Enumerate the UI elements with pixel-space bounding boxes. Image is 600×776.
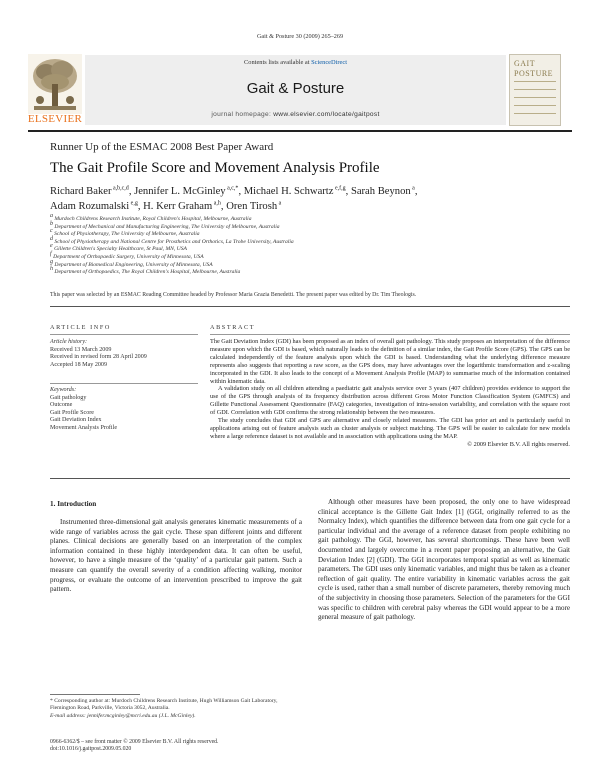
article-info-heading: ARTICLE INFO bbox=[50, 324, 111, 331]
cover-rule bbox=[514, 89, 556, 90]
author-affiliation-marker: a bbox=[277, 200, 282, 207]
doi-line[interactable]: doi:10.1016/j.gaitpost.2009.05.020 bbox=[50, 746, 132, 753]
affiliation-marker: e bbox=[50, 243, 53, 250]
affiliation-marker: a bbox=[50, 213, 53, 220]
elsevier-tree-logo bbox=[28, 54, 82, 114]
author-name: , Michael H. Schwartz bbox=[238, 186, 334, 197]
author-name: , bbox=[414, 186, 418, 197]
affiliation-marker: f bbox=[50, 251, 52, 258]
footnote-rule bbox=[50, 694, 140, 695]
abstract-heading: ABSTRACT bbox=[210, 324, 256, 331]
affiliation-text: Department of Orthopaedics, The Royal Children's Hospital, Melbourne, Australia bbox=[53, 269, 241, 276]
history-accepted: Accepted 18 May 2009 bbox=[50, 361, 108, 368]
author-affiliation-marker: a,c,* bbox=[225, 185, 239, 192]
introduction-heading: 1. Introduction bbox=[50, 500, 97, 508]
article-title: The Gait Profile Score and Movement Analysis Profile bbox=[50, 160, 380, 176]
keyword: Gait pathology bbox=[50, 394, 87, 401]
header-rule bbox=[28, 130, 572, 132]
keyword: Gait Profile Score bbox=[50, 409, 94, 416]
author-affiliation-marker: a bbox=[410, 185, 415, 192]
cover-title-posture: POSTURE bbox=[514, 69, 554, 78]
author-name: Adam Rozumalski bbox=[50, 201, 130, 212]
elsevier-wordmark: ELSEVIER bbox=[27, 113, 83, 125]
body-paragraph: Although other measures have been proposed, the only one to have widespread clinical acceptance is the Gillette Gait Index [1] (GGI, originally referred to as the Normalcy Index), which quantifies the difference between data from one gait cycle for a particular individual and the average of a reference dataset from people exhibiting no gait pathology. The GGI, however, has several shortcomings. These have been well documented and largely overcome in a recent paper proposing an alternative, the Gait Deviation Index [2] (GDI). The GGI incorporates temporal spatial as well as kinematic parameters. The GDI uses only kinematic variables, and might thus be taken as a cleaner reflection of gait quality. The entire variability in kinematic variables across the gait cycle is used, rather than a small number of discrete parameters, thereby removing much of the subjectivity in choosing those parameters. Selection of the parameters for the GGI was specific to children with cerebral palsy whereas the GDI would appear to be a more general measure of gait pathology. bbox=[318, 498, 570, 622]
affiliation-text: Murdoch Childrens Research Institute, Royal Children's Hospital, Melbourne, Australia bbox=[53, 216, 252, 222]
issn-line: 0966-6362/$ – see front matter © 2009 Elsevier B.V. All rights reserved. bbox=[50, 739, 219, 745]
abstract-paragraph: The study concludes that GDI and GPS are alternative and closely related measures. The GDI has prior art and is particularly useful in applications arising out of feature analysis such as cluster analysis or subject matching. The GPS will be easier to calculate for new models where a large reference dataset is not available and in association with applications using the MAP. bbox=[210, 417, 570, 440]
cover-rule bbox=[514, 105, 556, 106]
cover-rule bbox=[514, 81, 556, 82]
author-name: , Oren Tirosh bbox=[220, 201, 278, 212]
author-affiliation-marker: a,b,c,d bbox=[111, 185, 129, 192]
abstract-body bbox=[210, 338, 570, 449]
author-list-line-1 bbox=[50, 184, 570, 199]
journal-homepage bbox=[85, 111, 506, 118]
affiliation-marker: g bbox=[50, 258, 53, 265]
journal-citation: Gait & Posture 30 (2009) 265–269 bbox=[256, 33, 344, 40]
abstract-rule bbox=[210, 334, 570, 335]
affiliation-text: School of Physiotherapy and National Centre for Prosthetics and Orthotics, La Trobe University, Australia bbox=[53, 238, 294, 245]
affiliations-list bbox=[50, 213, 570, 277]
history-label: Article history: bbox=[50, 339, 88, 345]
body-column-right bbox=[318, 498, 570, 623]
author-affiliation-marker: e,f,g bbox=[333, 185, 346, 192]
affiliation-text: Department of Mechanical and Manufacturing Engineering, The University of Melbourne, Australia bbox=[53, 223, 280, 230]
affiliation-marker: c bbox=[50, 228, 53, 235]
issn-doi-block bbox=[50, 739, 219, 754]
affiliation-item bbox=[50, 243, 570, 254]
keywords-label: Keywords: bbox=[50, 387, 77, 393]
affiliation-item bbox=[50, 251, 570, 262]
article-history bbox=[50, 339, 198, 369]
affiliation-item bbox=[50, 228, 570, 239]
section-rule bbox=[50, 306, 570, 307]
affiliation-text: School of Physiotherapy, The University of Melbourne, Australia bbox=[52, 231, 200, 238]
article-info-rule bbox=[50, 383, 198, 384]
history-received: Received 13 March 2009 bbox=[50, 346, 112, 353]
author-affiliation-marker: a,h bbox=[212, 200, 221, 207]
copyright-line: © 2009 Elsevier B.V. All rights reserved. bbox=[467, 440, 570, 448]
footnote bbox=[50, 698, 302, 720]
author-list-line-2 bbox=[50, 199, 570, 214]
affiliation-text: Gillette Children's Specialty Healthcare, St Paul, MN, USA bbox=[52, 246, 187, 253]
keyword: Outcome bbox=[50, 402, 73, 409]
author-name: , H. Kerr Graham bbox=[137, 201, 213, 212]
keyword: Movement Analysis Profile bbox=[50, 424, 118, 431]
keywords bbox=[50, 387, 198, 433]
sciencedirect-link[interactable]: ScienceDirect bbox=[311, 59, 347, 66]
affiliation-item bbox=[50, 266, 570, 277]
cover-rule bbox=[514, 113, 556, 114]
homepage-prefix: journal homepage: bbox=[211, 111, 274, 118]
author-affiliation-marker: e,g bbox=[129, 200, 138, 207]
cover-title-gait: GAIT bbox=[514, 59, 536, 68]
body-column-left bbox=[50, 518, 302, 595]
affiliation-marker: b bbox=[50, 220, 53, 227]
affiliation-item bbox=[50, 213, 570, 224]
email-label: E-mail address: bbox=[50, 712, 88, 719]
abstract-paragraph: The Gait Deviation Index (GDI) has been proposed as an index of overall gait pathology. This study proposes an interpretation of the difference measure upon which the GDI is based, which naturally leads to the definition of a similar index, the Gait Profile Score (GPS). The GPS can be calculated independently of the feature analysis upon which the GDI is based. Understanding what the underlying difference measure represents also suggests that reporting a raw score, as the GPS does, may have advantages over the logarithmic transformation and z-scaling incorporated in the GDI. It also leads to the concept of a Movement Analysis Profile (MAP) to summarise much of the information contained within kinematic data. bbox=[210, 338, 570, 385]
body-paragraph: Instrumented three-dimensional gait analysis generates kinematic measurements of a wide range of variables across the gait cycle. These span different joints and different planes. Clinical decisions are generally based on an interpretation of the complex information contained in these highly interdependent data. It can often be useful, however, to have a single measure of the ‘quality’ of a particular gait pattern. Such a measure can quantify the overall severity of a condition affecting walking, monitor progress, or evaluate the outcome of an intervention prescribed to improve the gait pattern. bbox=[50, 518, 302, 594]
keyword: Gait Deviation Index bbox=[50, 417, 102, 424]
homepage-url[interactable]: www.elsevier.com/locate/gaitpost bbox=[273, 111, 380, 118]
contents-prefix: Contents lists available at bbox=[244, 59, 312, 66]
affiliation-text: Department of Biomedical Engineering, University of Minnesota, USA bbox=[53, 261, 213, 268]
history-revised: Received in revised form 28 April 2009 bbox=[50, 354, 147, 361]
author-name: , Jennifer L. McGinley bbox=[128, 186, 226, 197]
affiliation-marker: d bbox=[50, 235, 53, 242]
cover-rule bbox=[514, 97, 556, 98]
corresponding-author-note: * Corresponding author at: Murdoch Childrens Research Institute, Hugh Williamson Gait Laboratory, Flemington Road, Parkville, Victoria 3052, Australia. bbox=[50, 698, 278, 712]
author-name: , Sarah Beynon bbox=[345, 186, 411, 197]
abstract-paragraph: A validation study on all children attending a paediatric gait analysis service over 3 years (407 children) provides evidence to support the use of the GPS through analysis of its frequency distribution across different Gross Motor Function Classification System (GMFCS) and Gillette Functional Assessment Questionnaire (FAQ) categories, investigation of intra-session variability, and correlation with the square root of GDI. Correlation with GDI confirms the strong relationship between the two measures. bbox=[210, 385, 570, 417]
affiliation-marker: h bbox=[50, 266, 53, 273]
section-rule bbox=[50, 478, 570, 479]
affiliation-text: Department of Orthopaedic Surgery, University of Minnesota, USA bbox=[51, 253, 204, 260]
award-line: Runner Up of the ESMAC 2008 Best Paper Award bbox=[50, 141, 274, 153]
selection-note: This paper was selected by an ESMAC Reading Committee headed by Professor Maria Grazia Benedetti. The present paper was edited by Dr. Tim Theologis. bbox=[50, 292, 417, 298]
journal-cover-thumbnail bbox=[509, 54, 561, 126]
contents-availability bbox=[85, 59, 506, 66]
journal-title: Gait & Posture bbox=[246, 80, 345, 97]
author-name: Richard Baker bbox=[50, 186, 112, 197]
email-address[interactable]: jennifer.mcginley@mcri.edu.au (J.L. McGinley). bbox=[87, 712, 196, 719]
article-info-rule bbox=[50, 334, 198, 335]
